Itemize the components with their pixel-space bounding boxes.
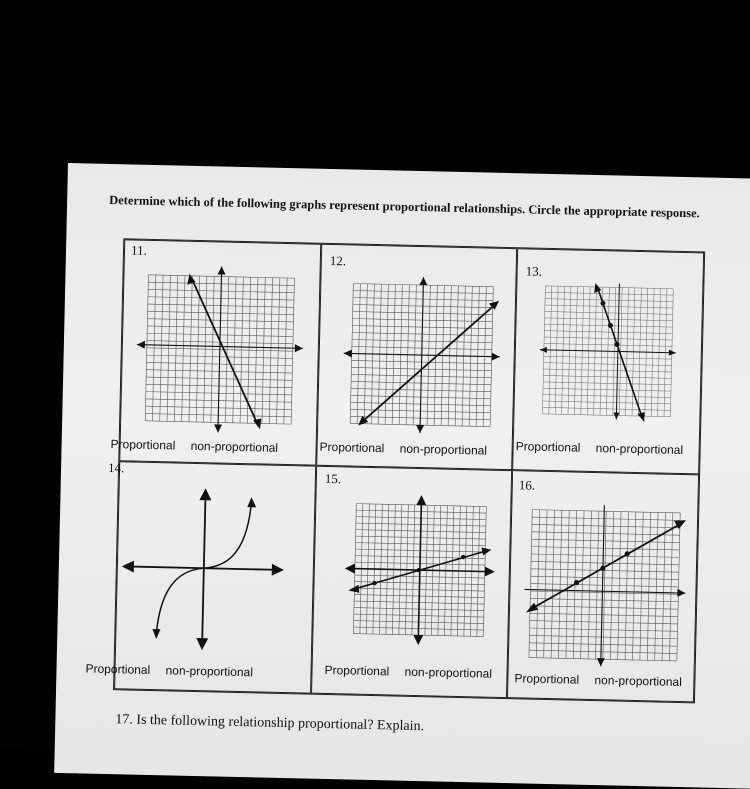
arrowhead — [344, 349, 352, 357]
non-proportional-option[interactable]: non-proportional — [404, 664, 493, 681]
arrowhead — [481, 547, 491, 555]
proportional-option[interactable]: Proportional — [319, 439, 385, 456]
problem-number: 11. — [130, 242, 147, 258]
problem-cell-11 — [110, 239, 321, 465]
problem-cell-15 — [311, 466, 512, 698]
grid-lines — [529, 510, 680, 661]
arrowhead — [419, 277, 427, 285]
arrowhead — [152, 629, 160, 639]
arrowhead — [485, 567, 495, 577]
problem-number: 13. — [525, 263, 543, 279]
arrowhead — [295, 344, 303, 352]
arrowhead — [613, 412, 619, 419]
proportional-option[interactable]: Proportional — [515, 439, 581, 455]
problem-number: 16. — [518, 477, 536, 493]
arrowhead — [597, 658, 605, 666]
worksheet-page — [54, 163, 750, 789]
y-axis — [202, 492, 205, 646]
data-point — [372, 581, 376, 585]
arrowhead — [594, 283, 601, 293]
non-proportional-option[interactable]: non-proportional — [594, 673, 683, 690]
arrowhead — [416, 425, 424, 433]
non-proportional-option[interactable]: non-proportional — [165, 663, 254, 680]
graph-15 — [343, 493, 496, 646]
arrowhead — [137, 341, 145, 349]
arrowhead — [199, 488, 211, 500]
arrowhead — [677, 589, 685, 597]
arrowhead — [416, 495, 426, 505]
arrowhead — [196, 638, 208, 650]
proportional-option[interactable]: Proportional — [324, 662, 390, 679]
problems-table — [85, 238, 705, 703]
problem-cell-14 — [85, 459, 316, 693]
graph-13 — [536, 280, 679, 423]
non-proportional-option[interactable]: non-proportional — [595, 441, 684, 458]
answer-options — [324, 663, 504, 681]
graph-11 — [133, 263, 307, 437]
data-point — [600, 301, 605, 306]
problem-number: 15. — [324, 470, 342, 487]
arrowhead — [122, 560, 134, 572]
problem-number: 12. — [329, 252, 347, 269]
arrowhead — [492, 353, 500, 361]
graph-16 — [521, 501, 690, 670]
y-axis — [601, 505, 605, 666]
arrowhead — [214, 424, 222, 432]
data-point — [614, 342, 619, 347]
arrowhead — [540, 347, 547, 353]
arrowhead — [247, 497, 256, 507]
answer-options — [85, 662, 265, 680]
question-17-text: 17. Is the following relationship proportional? Explain. — [115, 712, 425, 735]
instructions-text: Determine which of the following graphs represent proportional relationships. Circle the appropriate response. — [109, 192, 700, 221]
proportional-option[interactable]: Proportional — [110, 437, 176, 453]
problem-cell-13 — [512, 248, 704, 474]
problem-cell-12 — [316, 244, 517, 470]
non-proportional-option[interactable]: non-proportional — [399, 441, 488, 458]
arrowhead — [413, 635, 423, 645]
graph-14 — [120, 484, 294, 658]
proportional-option[interactable]: Proportional — [514, 671, 580, 687]
problem-cell-16 — [507, 470, 699, 702]
answer-options — [319, 440, 499, 458]
proportional-option[interactable]: Proportional — [85, 661, 151, 677]
non-proportional-option[interactable]: non-proportional — [190, 438, 279, 455]
arrowhead — [218, 266, 226, 274]
answer-options — [516, 439, 696, 457]
answer-options — [514, 671, 694, 689]
problem-number: 14. — [107, 459, 125, 476]
arrowhead — [253, 418, 261, 429]
arrowhead — [669, 350, 676, 356]
graph-12 — [340, 273, 504, 437]
arrowhead — [272, 564, 284, 576]
answer-options — [110, 437, 290, 455]
arrowhead — [348, 584, 359, 592]
arrowhead — [345, 563, 355, 573]
arrowhead — [526, 603, 538, 613]
